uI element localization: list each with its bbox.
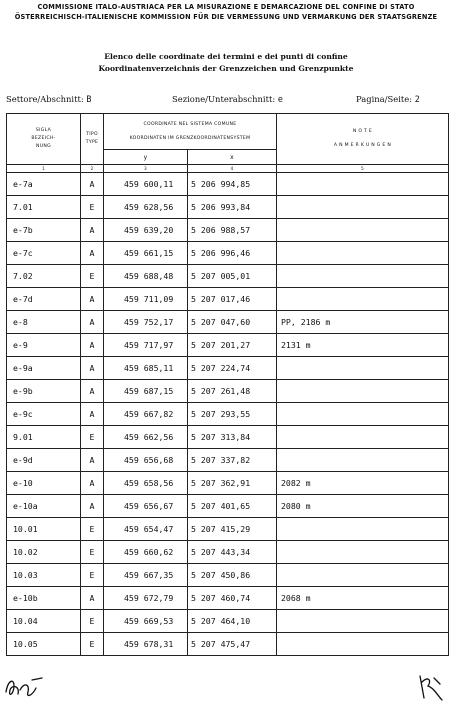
coord-y: 459 667,35	[104, 564, 188, 587]
coord-x: 5 207 261,48	[188, 380, 277, 403]
coord-x: 5 207 224,74	[188, 357, 277, 380]
coord-x: 5 207 443,34	[188, 541, 277, 564]
note	[277, 449, 449, 472]
header-line-italian: COMMISSIONE ITALO-AUSTRIACA PER LA MISURAZIONE E DEMARCAZIONE DEL CONFINE DI STATO	[37, 3, 415, 11]
handwritten-signature-left	[2, 672, 46, 702]
header-y: y	[104, 150, 188, 165]
coord-x: 5 207 460,74	[188, 587, 277, 610]
coord-x: 5 207 293,55	[188, 403, 277, 426]
note	[277, 357, 449, 380]
point-type: E	[81, 633, 104, 656]
coord-y: 459 711,09	[104, 288, 188, 311]
coord-y: 459 667,82	[104, 403, 188, 426]
coord-y: 459 661,15	[104, 242, 188, 265]
note: PP, 2186 m	[277, 311, 449, 334]
point-type: E	[81, 265, 104, 288]
note	[277, 403, 449, 426]
coord-x: 5 207 401,65	[188, 495, 277, 518]
note: 2080 m	[277, 495, 449, 518]
coord-x: 5 207 475,47	[188, 633, 277, 656]
coord-y: 459 678,31	[104, 633, 188, 656]
subsector-field	[172, 94, 283, 104]
page-value: 2	[414, 94, 420, 104]
table-row	[7, 541, 449, 564]
handwritten-signature-right	[414, 670, 448, 704]
point-id: e-7b	[7, 219, 81, 242]
table-row	[7, 380, 449, 403]
point-type: A	[81, 288, 104, 311]
coord-y: 459 688,48	[104, 265, 188, 288]
table-body	[7, 173, 449, 656]
coord-x: 5 206 988,57	[188, 219, 277, 242]
coord-y: 459 658,56	[104, 472, 188, 495]
note	[277, 633, 449, 656]
point-id: e-9	[7, 334, 81, 357]
coord-y: 459 654,47	[104, 518, 188, 541]
note	[277, 518, 449, 541]
note	[277, 564, 449, 587]
point-id: 10.05	[7, 633, 81, 656]
coord-x: 5 206 996,46	[188, 242, 277, 265]
coord-x: 5 207 337,82	[188, 449, 277, 472]
point-type: A	[81, 472, 104, 495]
coord-y: 459 669,53	[104, 610, 188, 633]
coord-y: 459 660,62	[104, 541, 188, 564]
header-note: N O T E A N M E R K U N G E N	[277, 114, 449, 165]
point-type: A	[81, 242, 104, 265]
col-number: 4	[188, 165, 277, 173]
page-field	[356, 94, 420, 104]
header-tipo: TIPO TYPE	[81, 114, 104, 165]
point-type: A	[81, 380, 104, 403]
point-type: A	[81, 587, 104, 610]
note	[277, 219, 449, 242]
table-row	[7, 472, 449, 495]
point-type: A	[81, 173, 104, 196]
note	[277, 541, 449, 564]
point-id: 7.01	[7, 196, 81, 219]
point-id: e-9a	[7, 357, 81, 380]
coord-x: 5 207 362,91	[188, 472, 277, 495]
coordinates-table	[6, 113, 449, 656]
coord-x: 5 207 017,46	[188, 288, 277, 311]
point-id: 7.02	[7, 265, 81, 288]
point-type: A	[81, 357, 104, 380]
coord-y: 459 628,56	[104, 196, 188, 219]
point-id: e-9d	[7, 449, 81, 472]
sector-field	[6, 94, 91, 104]
table-row	[7, 265, 449, 288]
point-id: e-7c	[7, 242, 81, 265]
header-x: x	[188, 150, 277, 165]
subsector-value: e	[277, 94, 283, 104]
sector-label: Settore/Abschnitt:	[6, 94, 84, 104]
point-type: E	[81, 196, 104, 219]
coord-y: 459 600,11	[104, 173, 188, 196]
point-id: 10.03	[7, 564, 81, 587]
table-header	[7, 114, 449, 173]
table-row	[7, 426, 449, 449]
coord-y: 459 656,68	[104, 449, 188, 472]
col-number: 1	[7, 165, 81, 173]
point-id: 10.02	[7, 541, 81, 564]
point-id: e-10b	[7, 587, 81, 610]
subtitle-german: Koordinatenverzeichnis der Grenzzeichen und Grenzpunkte	[98, 64, 354, 73]
coord-y: 459 717,97	[104, 334, 188, 357]
point-type: A	[81, 403, 104, 426]
point-type: E	[81, 426, 104, 449]
point-type: A	[81, 311, 104, 334]
table-row	[7, 587, 449, 610]
point-type: A	[81, 219, 104, 242]
coord-y: 459 639,20	[104, 219, 188, 242]
sector-value: B	[86, 94, 92, 104]
col-number: 5	[277, 165, 449, 173]
note	[277, 426, 449, 449]
note	[277, 610, 449, 633]
note	[277, 196, 449, 219]
col-number: 3	[104, 165, 188, 173]
point-type: E	[81, 564, 104, 587]
coord-y: 459 672,79	[104, 587, 188, 610]
coord-x: 5 207 415,29	[188, 518, 277, 541]
point-id: e-9c	[7, 403, 81, 426]
coord-x: 5 207 201,27	[188, 334, 277, 357]
point-type: E	[81, 518, 104, 541]
coord-x: 5 207 464,10	[188, 610, 277, 633]
subsector-label: Sezione/Unterabschnitt:	[172, 94, 276, 104]
point-id: e-7a	[7, 173, 81, 196]
point-id: 10.04	[7, 610, 81, 633]
point-type: E	[81, 610, 104, 633]
note: 2131 m	[277, 334, 449, 357]
page-label: Pagina/Seite:	[356, 94, 413, 104]
point-id: e-8	[7, 311, 81, 334]
table-row	[7, 633, 449, 656]
table-row	[7, 311, 449, 334]
table-row	[7, 403, 449, 426]
header-sigla: SIGLA BEZEICH- NUNG	[7, 114, 81, 165]
point-id: e-10	[7, 472, 81, 495]
table-row	[7, 564, 449, 587]
note	[277, 288, 449, 311]
table-row	[7, 357, 449, 380]
table-row	[7, 219, 449, 242]
table-row	[7, 334, 449, 357]
coord-x: 5 207 005,01	[188, 265, 277, 288]
coord-y: 459 662,56	[104, 426, 188, 449]
point-id: 9.01	[7, 426, 81, 449]
note	[277, 265, 449, 288]
note	[277, 242, 449, 265]
table-row	[7, 196, 449, 219]
subtitle-italian: Elenco delle coordinate dei termini e dei punti di confine	[104, 52, 348, 61]
table-row	[7, 610, 449, 633]
coord-x: 5 207 450,86	[188, 564, 277, 587]
note	[277, 173, 449, 196]
point-id: e-10a	[7, 495, 81, 518]
table-row	[7, 288, 449, 311]
coord-x: 5 206 994,85	[188, 173, 277, 196]
point-type: A	[81, 449, 104, 472]
coord-x: 5 207 313,84	[188, 426, 277, 449]
point-type: A	[81, 334, 104, 357]
table-row	[7, 242, 449, 265]
coord-y: 459 752,17	[104, 311, 188, 334]
point-type: E	[81, 541, 104, 564]
coord-y: 459 687,15	[104, 380, 188, 403]
coord-x: 5 206 993,84	[188, 196, 277, 219]
note: 2082 m	[277, 472, 449, 495]
table-row	[7, 173, 449, 196]
point-id: e-9b	[7, 380, 81, 403]
coord-x: 5 207 047,60	[188, 311, 277, 334]
coord-y: 459 685,11	[104, 357, 188, 380]
header-line-german: ÖSTERREICHISCH-ITALIENISCHE KOMMISSION FÜR DIE VERMESSUNG UND VERMARKUNG DER STAATSGRENZE	[14, 13, 438, 21]
point-id: e-7d	[7, 288, 81, 311]
point-type: A	[81, 495, 104, 518]
header-coordinates: COORDINATE NEL SISTEMA COMUNE KOORDINATEN IM GRENZKOORDINATENSYSTEM	[104, 114, 277, 150]
table-row	[7, 449, 449, 472]
note	[277, 380, 449, 403]
table-row	[7, 518, 449, 541]
col-number: 2	[81, 165, 104, 173]
point-id: 10.01	[7, 518, 81, 541]
note: 2068 m	[277, 587, 449, 610]
table-row	[7, 495, 449, 518]
coord-y: 459 656,67	[104, 495, 188, 518]
